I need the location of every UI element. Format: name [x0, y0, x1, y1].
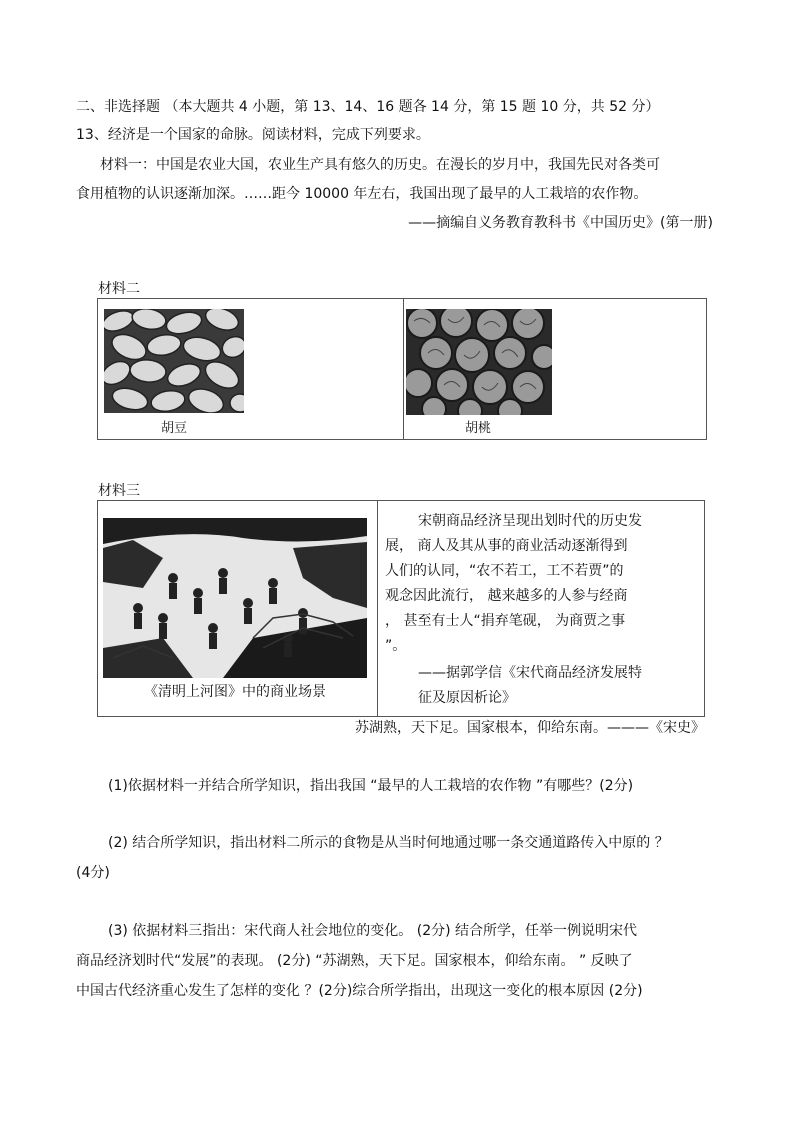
material3-text-line3: 人们的认同，“农不若工，工不若贾”的 [385, 563, 624, 579]
material3-text-line1: 宋朝商品经济呈现出划时代的历史发 [418, 513, 642, 529]
material3-text-line5: ， 甚至有士人“捐弃笔砚， 为商贾之事 [385, 613, 626, 629]
material2-label: 材料二 [98, 281, 140, 297]
material3-text-line6: ”。 [385, 638, 407, 654]
broad-bean-photo [104, 309, 244, 413]
song-history-quote: 苏湖熟，天下足。国家根本，仰给东南。———《宋史》 [355, 720, 705, 736]
material3-divider [377, 501, 378, 716]
material3-table [97, 500, 705, 717]
material2-divider [403, 299, 404, 439]
material3-text-line4: 观念因此流行， 越来越多的人参与经商 [385, 588, 628, 604]
section-heading: 二、非选择题 （本大题共 4 小题，第 13、14、16 题各 14 分，第 15 题 10 分，共 52 分） [76, 99, 660, 115]
material1-line2: 食用植物的认识逐渐加深。……距今 10000 年左右，我国出现了最早的人工栽培的农作物。 [76, 186, 648, 202]
question-3-line2: 商品经济划时代“发展”的表现。 (2分) “苏湖熟，天下足。国家根本，仰给东南。 ” 反映了 [76, 953, 633, 969]
question-2-line1: (2) 结合所学知识，指出材料二所示的食物是从当时何地通过哪一条交通道路传入中原的 ？ [108, 835, 669, 851]
material3-label: 材料三 [98, 483, 140, 499]
material3-source-line1: ——据郭学信《宋代商品经济发展特 [418, 665, 642, 681]
broad-bean-caption: 胡豆 [160, 421, 187, 436]
question-2-line2: (4分) [76, 865, 110, 881]
material1-line1: 材料一：中国是农业大国，农业生产具有悠久的历史。在漫长的岁月中，我国先民对各类可 [100, 157, 660, 173]
material3-source-line2: 征及原因析论》 [418, 690, 516, 706]
material1-source: ——摘编自义务教育教科书《中国历史》(第一册) [408, 215, 713, 231]
walnut-photo [406, 309, 552, 415]
walnut-caption: 胡桃 [464, 421, 491, 436]
material2-table [97, 298, 707, 440]
qingming-caption: 《清明上河图》中的商业场景 [144, 684, 326, 700]
material3-text-line2: 展， 商人及其从事的商业活动逐渐得到 [385, 538, 628, 554]
question-3-line1: (3) 依据材料三指出：宋代商人社会地位的变化。 (2分) 结合所学，任举一例说明宋代 [108, 923, 638, 939]
question-1: (1)依据材料一并结合所学知识，指出我国 “最早的人工栽培的农作物 ”有哪些？(2分) [108, 778, 634, 794]
question-stem: 13、经济是一个国家的命脉。阅读材料，完成下列要求。 [76, 127, 430, 143]
question-3-line3: 中国古代经济重心发生了怎样的变化 ？(2分)综合所学指出，出现这一变化的根本原因 (2分) [76, 983, 643, 999]
qingming-scroll-photo [103, 518, 367, 678]
